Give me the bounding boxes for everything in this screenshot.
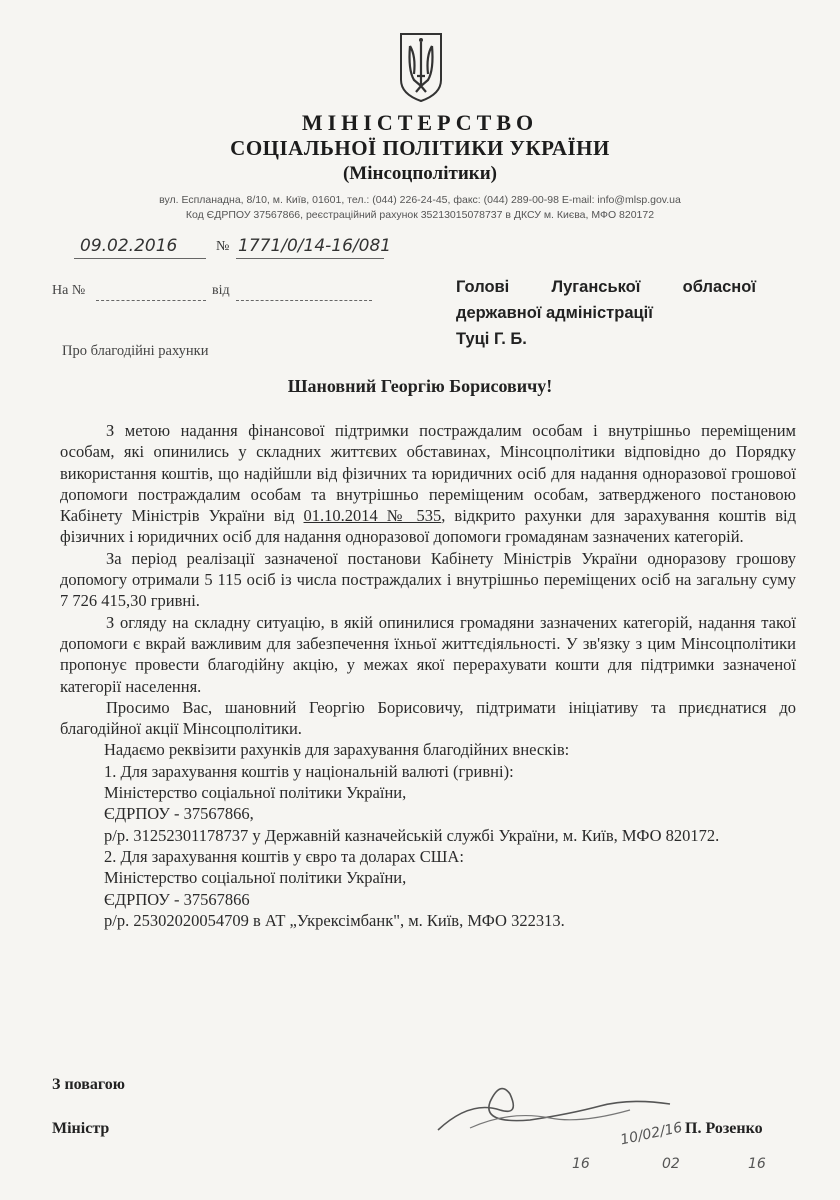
signer-position: Міністр (52, 1120, 110, 1137)
account1-edrpou: ЄДРПОУ - 37567866, (104, 804, 254, 824)
addressee-line2: державної адміністрації (456, 304, 653, 322)
signer-name: П. Розенко (685, 1120, 763, 1137)
resolution-reference: 01.10.2014 № 535 (303, 506, 442, 526)
coat-of-arms-icon (398, 30, 444, 104)
account2-edrpou: ЄДРПОУ - 37567866 (104, 889, 250, 909)
reference-date-label: від (212, 283, 230, 298)
outgoing-date-underline (74, 258, 206, 259)
reference-number-label: На № (52, 283, 86, 298)
account2-number: р/р. 25302020054709 в АТ „Укрексімбанк", м. Київ, МФО 322313. (104, 910, 565, 930)
account1-number: р/р. 31252301178737 у Державній казначейській службі України, м. Київ, МФО 820172. (104, 825, 720, 845)
account2-holder: Міністерство соціальної політики України, (104, 868, 407, 888)
outgoing-date: 09.02.2016 (80, 236, 178, 256)
closing-phrase: З повагою (52, 1076, 125, 1093)
reference-date-blank (236, 300, 372, 301)
account2-title: 2. Для зарахування коштів у євро та доларах США: (104, 846, 464, 866)
paragraph-situation: З огляду на складну ситуацію, в якій опинилися громадяни зазначених категорій, надання такої допомоги є вкрай важливим для забезпечення їхньої життєдіяльності. У зв'язку з цим Мінсоцполітики пропонує провести благодійну акцію, у межах якої перерахувати кошти для підтримки зазначеної категорії населення. (60, 612, 796, 696)
addressee-block (456, 274, 756, 352)
outgoing-number: 1771/0/14-16/081 (238, 236, 392, 256)
registration-month: 02 (662, 1156, 680, 1172)
signature-date: 10/02/16 (619, 1119, 684, 1149)
salutation: Шановний Георгію Борисовичу! (287, 376, 553, 396)
account1-title: 1. Для зарахування коштів у національній валюті (гривні): (104, 761, 514, 781)
paragraph-purpose-text-end: , відкрито рахунки для зарахування коштів від фізичних і юридичних осіб для надання одноразової допомоги громадянам зазначених категорій. (60, 506, 797, 547)
paragraph-request: Просимо Вас, шановний Георгію Борисовичу, підтримати ініціативу та приєднатися до благодійної акції Мінсоцполітики. (60, 697, 796, 739)
paragraph-purpose (60, 420, 796, 548)
ministry-abbreviation: (Мінсоцполітики) (342, 163, 497, 184)
ministry-title-line2: СОЦІАЛЬНОЇ ПОЛІТИКИ УКРАЇНИ (230, 136, 610, 160)
account1-holder: Міністерство соціальної політики України, (104, 783, 407, 803)
contact-address-line: вул. Еспланадна, 8/10, м. Київ, 01601, тел.: (044) 226-24-45, факс: (044) 289-00-98 E-mail: info@mlsp.gov.ua (159, 194, 681, 206)
addressee-name: Туці Г. Б. (456, 330, 527, 348)
paragraph-statistics: За період реалізації зазначеної постанови Кабінету Міністрів України одноразову грошову допомогу отримали 5 115 осіб із числа постраждалих і внутрішньо переміщених осіб на загальну суму 7 726 415,30 гривні. (60, 548, 796, 611)
registration-day: 16 (572, 1156, 590, 1172)
letter-body (60, 420, 796, 931)
outgoing-number-label: № (216, 239, 230, 254)
paragraph-purpose-text: З метою надання фінансової підтримки постраждалим особам і внутрішньо переміщеним особам, які опинились у складних життєвих обставинах, Мінсоцполітики відповідно до Порядку використання коштів, що надійшли від фізичних та юридичних осіб для надання одноразової грошової допомоги постраждалим особам та внутрішньо переміщеним особам, затвердженого постановою Кабінету Міністрів України від (60, 421, 796, 526)
letter-subject: Про благодійні рахунки (62, 343, 209, 359)
bank-details-line: Код ЄДРПОУ 37567866, реєстраційний рахунок 35213015078737 в ДКСУ м. Києва, МФО 820172 (185, 209, 655, 221)
registration-year: 16 (748, 1156, 766, 1172)
addressee-line1: Голові Луганської обласної (456, 278, 756, 296)
outgoing-number-underline (236, 258, 384, 259)
paragraph-accounts-intro: Надаємо реквізити рахунків для зарахування благодійних внесків: (104, 740, 570, 760)
reference-number-blank (96, 300, 206, 301)
ministry-title-line1: МІНІСТЕРСТВО (301, 110, 539, 135)
